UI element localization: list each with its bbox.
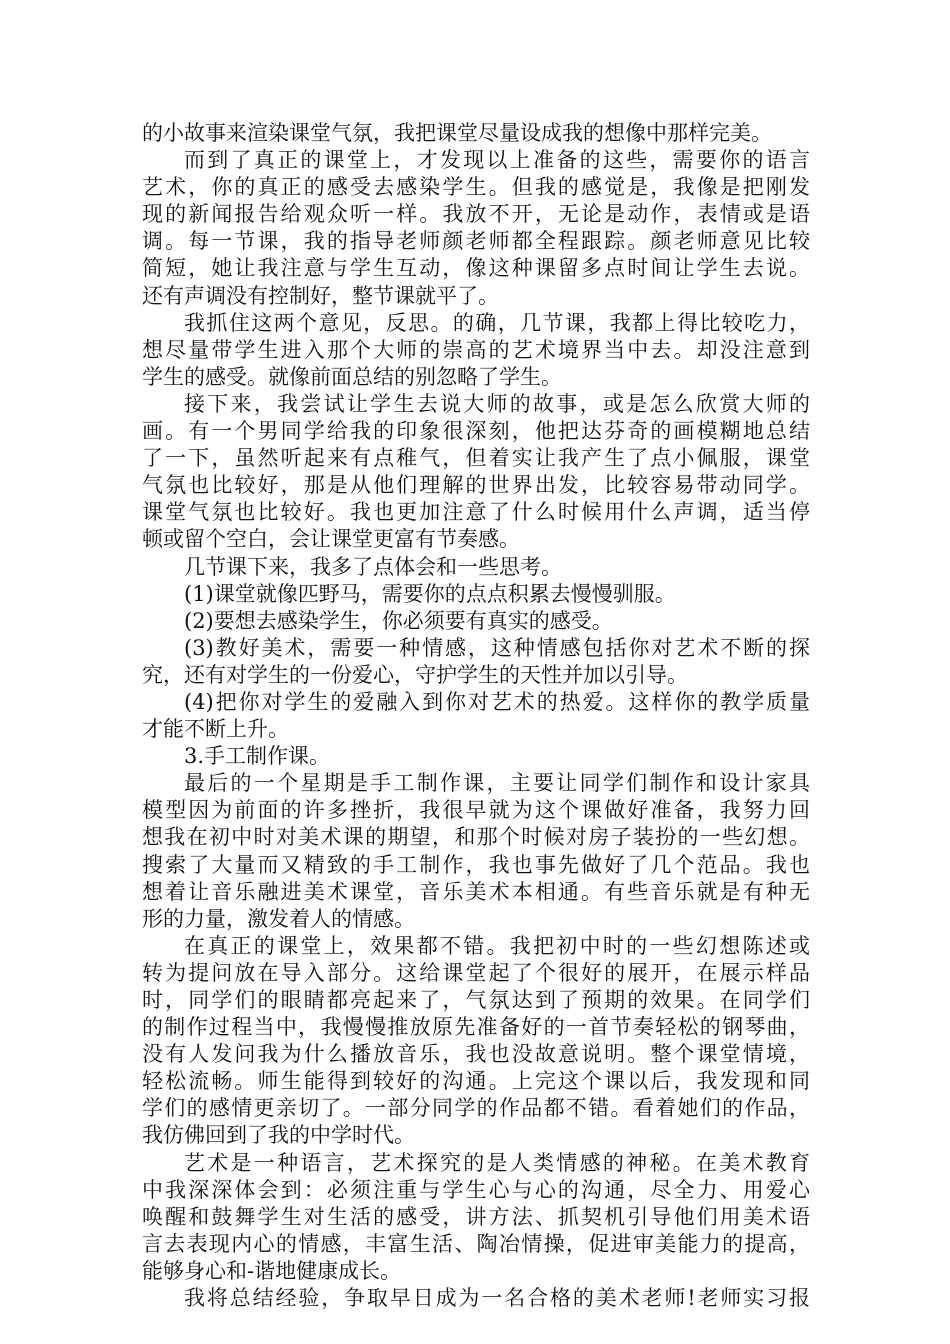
- text-line: 艺术是一种语言，艺术探究的是人类情感的神秘。在美术教育: [184, 1150, 810, 1175]
- body-text: [142, 120, 810, 1312]
- text-line: 几节课下来，我多了点体会和一些思考。: [184, 554, 562, 579]
- text-line: 唤醒和鼓舞学生对生活的感受，讲方法、抓契机引导他们用美术语: [142, 1204, 810, 1229]
- text-line: 想着让音乐融进美术课堂，音乐美术本相通。有些音乐就是有种无: [142, 879, 810, 904]
- text-line: 究，还有对学生的一份爱心，守护学生的天性并加以引导。: [142, 662, 688, 687]
- text-line: 形的力量，激发着人的情感。: [142, 906, 415, 931]
- text-line: 没有人发问我为什么播放音乐，我也没故意说明。整个课堂情境，: [142, 1042, 810, 1067]
- text-line: (3)教好美术，需要一种情感，这种情感包括你对艺术不断的探: [184, 635, 810, 660]
- text-line: (1)课堂就像匹野马，需要你的点点积累去慢慢驯服。: [184, 581, 676, 606]
- text-line: 模型因为前面的许多挫折，我很早就为这个课做好准备，我努力回: [142, 798, 810, 823]
- text-line: 气氛也比较好，那是从他们理解的世界出发，比较容易带动同学。: [142, 473, 810, 498]
- text-line: 转为提问放在导入部分。这给课堂起了个很好的展开，在展示样品: [142, 960, 810, 985]
- text-line: 言去表现内心的情感，丰富生活、陶冶情操，促进审美能力的提高，: [142, 1231, 810, 1256]
- text-line: 学生的感受。就像前面总结的别忽略了学生。: [142, 364, 562, 389]
- text-line: 才能不断上升。: [142, 717, 289, 742]
- text-line: 画。有一个男同学给我的印象很深刻，他把达芬奇的画模糊地总结: [142, 419, 810, 444]
- text-line: 了一下，虽然听起来有点稚气，但着实让我产生了点小佩服，课堂: [142, 446, 810, 471]
- text-line: 轻松流畅。师生能得到较好的沟通。上完这个课以后，我发现和同: [142, 1069, 810, 1094]
- text-line: 时，同学们的眼睛都亮起来了，气氛达到了预期的效果。在同学们: [142, 988, 810, 1012]
- text-line: 最后的一个星期是手工制作课，主要让同学们制作和设计家具: [184, 771, 810, 796]
- text-line: 在真正的课堂上，效果都不错。我把初中时的一些幻想陈述或: [184, 933, 810, 958]
- text-line: 能够身心和-谐地健康成长。: [142, 1258, 402, 1283]
- text-line: 想我在初中时对美术课的期望，和那个时候对房子装扮的一些幻想。: [142, 825, 810, 850]
- text-line: 搜索了大量而又精致的手工制作，我也事先做好了几个范品。我也: [142, 852, 810, 877]
- text-line: 课堂气氛也比较好。我也更加注意了什么时候用什么声调，适当停: [142, 500, 810, 525]
- text-line: 接下来，我尝试让学生去说大师的故事，或是怎么欣赏大师的: [184, 391, 810, 416]
- text-line: 我将总结经验，争取早日成为一名合格的美术老师!老师实习报: [184, 1286, 810, 1311]
- text-line: 中我深深体会到：必须注重与学生心与心的沟通，尽全力、用爱心: [142, 1177, 810, 1202]
- text-line: 3.手工制作课。: [184, 744, 331, 769]
- text-line: 我仿佛回到了我的中学时代。: [142, 1123, 415, 1148]
- text-line: 现的新闻报告给观众听一样。我放不开，无论是动作，表情或是语: [142, 202, 810, 227]
- text-line: (2)要想去感染学生，你必须要有真实的感受。: [184, 608, 613, 633]
- text-line: 而到了真正的课堂上，才发现以上准备的这些，需要你的语言: [184, 148, 810, 173]
- text-line: 调。每一节课，我的指导老师颜老师都全程跟踪。颜老师意见比较: [142, 229, 810, 254]
- text-line: 简短，她让我注意与学生互动，像这种课留多点时间让学生去说。: [142, 256, 810, 281]
- text-line: 顿或留个空白，会让课堂更富有节奏感。: [142, 527, 520, 552]
- text-line: 的制作过程当中，我慢慢推放原先准备好的一首节奏轻松的钢琴曲，: [142, 1015, 810, 1040]
- text-line: 的小故事来渲染课堂气氛，我把课堂尽量设成我的想像中那样完美。: [142, 121, 772, 145]
- text-line: 想尽量带学生进入那个大师的崇高的艺术境界当中去。却没注意到: [142, 337, 810, 362]
- text-line: (4)把你对学生的爱融入到你对艺术的热爱。这样你的教学质量: [184, 689, 810, 714]
- text-line: 学们的感情更亲切了。一部分同学的作品都不错。看着她们的作品，: [142, 1096, 810, 1121]
- text-line: 还有声调没有控制好，整节课就平了。: [142, 283, 499, 308]
- text-line: 我抓住这两个意见，反思。的确，几节课，我都上得比较吃力，: [184, 310, 810, 335]
- text-line: 艺术，你的真正的感受去感染学生。但我的感觉是，我像是把刚发: [142, 175, 810, 200]
